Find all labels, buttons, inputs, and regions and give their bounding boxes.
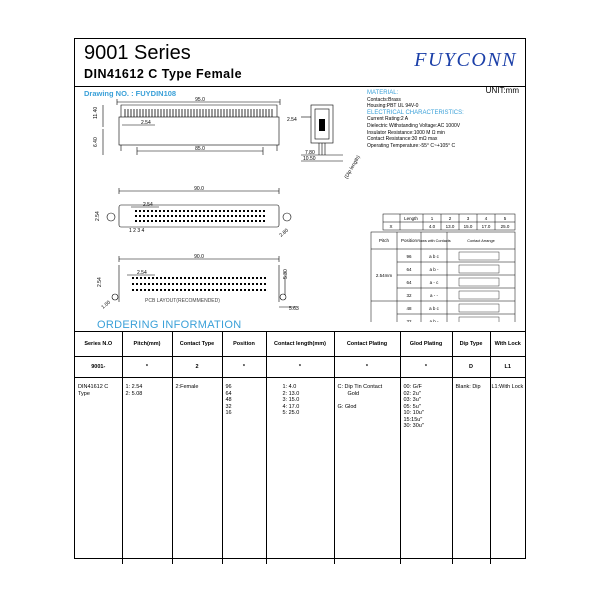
code-cell: * xyxy=(222,357,266,378)
col-header: Dip Type xyxy=(452,332,490,357)
pitch-row-rows: a - - xyxy=(429,293,439,298)
gold-option: 15:15u" xyxy=(403,416,423,423)
length-col-3: 3 xyxy=(466,216,470,221)
dim-563: 5.63 xyxy=(289,306,299,312)
electrical-temperature: Operating Temperature:-55° C~+105° C xyxy=(367,142,456,149)
pitch-row-pos: 64 xyxy=(406,267,412,272)
ordering-options-row xyxy=(75,378,525,565)
rows-header: Rows with Contacts xyxy=(417,239,451,243)
ordering-header-row xyxy=(75,332,525,357)
technical-drawing xyxy=(75,97,525,322)
datasheet xyxy=(74,38,526,559)
dim-90-pcb: 90.0 xyxy=(194,254,204,260)
dim-1140: 11.40 xyxy=(93,106,99,119)
dim-254-front: 2.54 xyxy=(143,202,153,208)
col-header: Glod Plating xyxy=(400,332,452,357)
dim-280: 2.80 xyxy=(278,227,290,239)
ordering-code-row xyxy=(75,357,525,378)
pitch-row-rows: a b - xyxy=(429,319,439,322)
dim-254-front-v: 2.54 xyxy=(95,211,101,221)
electrical-contact-resistance: Contact Resistance:30 mΩ max xyxy=(367,136,438,143)
dim-105: 10.50 xyxy=(303,156,316,162)
pcb-layout-label: PCB LAYOUT(RECOMMENDED) xyxy=(145,298,220,304)
dim-530: 5.30 xyxy=(283,269,289,279)
contact-type-option: 2:Female xyxy=(172,378,222,565)
gold-option: 30: 30u" xyxy=(403,423,424,429)
dim-780: 7.80 xyxy=(305,150,315,156)
length-option: 2: 13.0 xyxy=(282,390,300,397)
plating-option: G: Glod xyxy=(337,403,357,410)
dim-850: 85.0 xyxy=(195,146,205,152)
drawing-number: Drawing NO. : FUYDIN108 xyxy=(84,89,177,98)
dim-254-pcb: 2.54 xyxy=(137,270,147,276)
electrical-current: Current Rating:2 A xyxy=(367,116,409,123)
position-option: 16 xyxy=(225,410,232,416)
code-cell: * xyxy=(122,357,172,378)
dim-95: 95.0 xyxy=(195,97,205,103)
code-cell: * xyxy=(266,357,334,378)
pitch-row-rows: a - c xyxy=(429,280,439,285)
col-header: With Lock xyxy=(490,332,525,357)
code-cell: D xyxy=(452,357,490,378)
ordering-table xyxy=(75,331,525,564)
position-header: Position xyxy=(400,238,418,243)
pin-numbers: 1 2 3 4 xyxy=(129,228,145,234)
gold-option: 02: 2u" xyxy=(403,390,421,397)
dim-254-pcb-v: 2.54 xyxy=(97,277,103,287)
length-val-1: 4.0 xyxy=(428,224,436,229)
length-options xyxy=(266,378,334,565)
length-option: 3: 15.0 xyxy=(282,397,300,403)
length-val-2: 13.0 xyxy=(445,224,455,229)
length-val-5: 25.0 xyxy=(500,224,510,229)
plating-options xyxy=(334,378,400,565)
dip-option: Blank: Dip xyxy=(452,378,490,565)
dim-100: 1.00 xyxy=(100,299,112,311)
col-header: Contact Type xyxy=(172,332,222,357)
col-header: Pitch(mm) xyxy=(122,332,172,357)
dim-dip-length: (Dip length) xyxy=(343,154,362,180)
electrical-dielectric: Dielectric Withstanding Voltage:AC 1000V xyxy=(367,122,461,129)
pitch-option: 2: 5.08 xyxy=(125,390,143,397)
pitch-row-pos: 64 xyxy=(406,280,412,285)
dim-640: 6.40 xyxy=(93,137,99,147)
position-option: 64 xyxy=(225,390,232,397)
code-cell: L1 xyxy=(490,357,525,378)
dim-90-front: 90.0 xyxy=(194,186,204,192)
position-option: 32 xyxy=(225,403,232,410)
col-header: Series N.O xyxy=(75,332,122,357)
pitch-row-pos: 96 xyxy=(406,254,412,259)
lock-option: L1:With Lock xyxy=(491,384,524,390)
length-col-2: 2 xyxy=(448,216,452,221)
gold-option: 10: 10u" xyxy=(403,410,424,416)
pitch-row-rows: a b c xyxy=(429,306,439,311)
gold-option: 00: G/F xyxy=(403,384,422,390)
length-col-5: 5 xyxy=(503,216,507,221)
pitch-options xyxy=(122,378,172,565)
pitch-254: 2.54mm xyxy=(375,273,393,278)
pitch-option: 1: 2.54 xyxy=(125,384,143,390)
series-title: 9001 Series xyxy=(84,42,191,64)
length-option: 5: 25.0 xyxy=(282,410,300,416)
ordering-title: ORDERING INFORMATION xyxy=(97,319,242,331)
pitch-header: Pitch xyxy=(378,238,390,243)
code-cell: * xyxy=(334,357,400,378)
pitch-row-rows: a b c xyxy=(429,254,439,259)
length-option: 4: 17.0 xyxy=(282,403,300,410)
length-option: 1: 4.0 xyxy=(282,384,297,390)
col-header: Contact Plating xyxy=(334,332,400,357)
material-housing: Housing:PBT UL 94V-0 xyxy=(367,103,419,110)
position-options xyxy=(222,378,266,565)
electrical-insulator: Insulator Resistance:1000 M Ω min xyxy=(367,129,445,136)
gold-options xyxy=(400,378,452,565)
pitch-row-pos: 32 xyxy=(406,319,412,322)
pitch-row-pos: 32 xyxy=(406,293,412,298)
unit-label: UNIT:mm xyxy=(485,86,519,95)
length-val-3: 15.0 xyxy=(463,224,473,229)
plating-option: Gold xyxy=(347,390,360,397)
brand-logo: FUYCONN xyxy=(414,49,517,71)
code-cell: 9001- xyxy=(75,357,122,378)
col-header: Contact length(mm) xyxy=(266,332,334,357)
dim-254-side: 2.54 xyxy=(287,117,297,123)
length-x: X xyxy=(389,224,393,229)
dim-254-top: 2.54 xyxy=(141,120,151,126)
electrical-heading: ELECTRICAL CHARACTERISTICS: xyxy=(367,109,464,116)
pitch-row-pos: 48 xyxy=(406,306,412,311)
series-option: DIN41612 C Type xyxy=(75,378,122,565)
header xyxy=(75,39,525,87)
length-val-4: 17.0 xyxy=(481,224,491,229)
length-col-1: 1 xyxy=(430,216,434,221)
product-subtitle: DIN41612 C Type Female xyxy=(84,67,243,81)
material-contacts: Contacts:Brass xyxy=(367,96,401,103)
gold-option: 03: 3u" xyxy=(403,397,421,403)
position-option: 48 xyxy=(225,397,232,403)
code-cell: * xyxy=(400,357,452,378)
arrange-header: Contact Arrange xyxy=(467,239,495,243)
position-option: 96 xyxy=(225,384,232,390)
col-header: Position xyxy=(222,332,266,357)
material-heading: MATERIAL: xyxy=(367,90,399,96)
length-col-4: 4 xyxy=(484,216,488,221)
plating-option: C: Dip Tin Contact xyxy=(337,384,383,390)
gold-option: 05: 5u" xyxy=(403,403,421,410)
length-label: Length xyxy=(404,216,418,221)
code-cell: 2 xyxy=(172,357,222,378)
pitch-row-rows: a b - xyxy=(429,267,439,272)
